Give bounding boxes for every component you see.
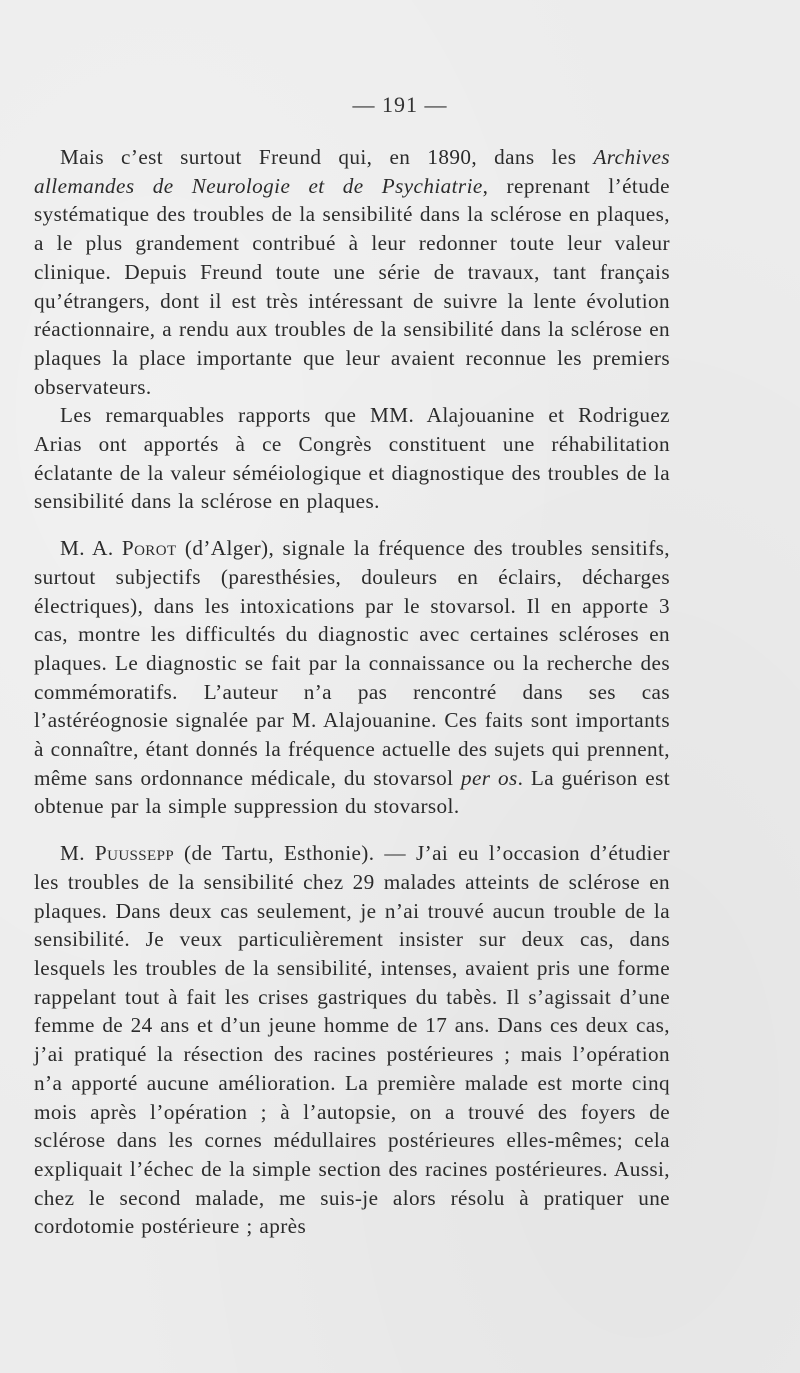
speaker-name: Puussepp: [94, 841, 175, 866]
paragraph-text: , reprenant l’étude systématique des troubles de la sensibilité dans la sclérose en plaques, a le plus grandement contribué à leur redonner toute leur valeur clinique. Depuis Freund toute une série de travaux, tant français qu’étrangers, dont il est très intéressant de suivre la lente évolution réactionnaire, a rendu aux troubles de la sensibilité dans la sclérose en plaques la place importante que leur avaient reconnue les premiers observateurs.: [34, 173, 670, 399]
paragraph-rapports: [34, 401, 670, 516]
journal-title: Archives allemandes de Neurologie et de Psychiatrie: [34, 145, 670, 198]
paragraph-text: (de Tartu, Esthonie). — J’ai eu l’occasion d’étudier les troubles de la sensibilité chez 29 malades atteints de sclérose en plaques. Dans deux cas seulement, je n’ai trouvé aucun trouble de la sensibilité. Je veux particulièrement insister sur deux cas, dans lesquels les troubles de la sensibilité, intenses, avaient pris une forme rappelant tout à fait les crises gastriques du tabès. Il s’agissait d’une femme de 24 ans et d’un jeune homme de 17 ans. Dans ces deux cas, j’ai pratiqué la résection des racines postérieures ; mais l’opération n’a apporté aucune amélioration. La première malade est morte cinq mois après l’opération ; à l’autopsie, on a trouvé des foyers de sclérose dans les cornes médullaires postérieures elles-mêmes; cela expliquait l’échec de la simple section des racines postérieures. Aussi, chez le second malade, me suis-je alors résolu à pratiquer une cordotomie postérieure ; après: [34, 841, 670, 1239]
page-number: — 191 —: [352, 92, 448, 117]
paragraph-text: (d’Alger), signale la fréquence des troubles sensitifs, surtout subjectifs (paresthésies, douleurs en éclairs, décharges électriques), dans les intoxications par le stovarsol. Il en apporte 3 cas, montre les difficultés du diagnostic avec certaines scléroses en plaques. Le diagnostic se fait par la connaissance ou la recherche des commémoratifs. L’auteur n’a pas rencontré dans ses cas l’astéréognosie signalée par M. Alajouanine. Ces faits sont importants à connaître, étant donnés la fréquence actuelle des sujets qui prennent, même sans ordonnance médicale, du stovarsol: [34, 536, 670, 790]
paragraph-text: Les remarquables rapports que MM. Alajouanine et Rodriguez Arias ont apportés à ce Congrès constituent une réhabilitation éclatante de la valeur séméiologique et diagnostique des troubles de la sensibilité dans la sclérose en plaques.: [34, 403, 670, 514]
paragraph-text: . La guérison est obtenue par la simple suppression du stovarsol.: [34, 765, 670, 819]
speaker-prefix: M.: [60, 841, 95, 866]
paragraph-puussepp: [34, 839, 670, 1241]
speaker-name: Porot: [121, 536, 177, 561]
speaker-prefix: M. A.: [60, 536, 122, 561]
paragraph-freund: [34, 143, 670, 401]
paragraph-text: Mais c’est surtout Freund qui, en 1890, dans les: [60, 145, 594, 169]
paragraph-porot: [34, 534, 670, 821]
latin-term: per os: [461, 765, 518, 790]
page-body: [34, 143, 670, 1241]
